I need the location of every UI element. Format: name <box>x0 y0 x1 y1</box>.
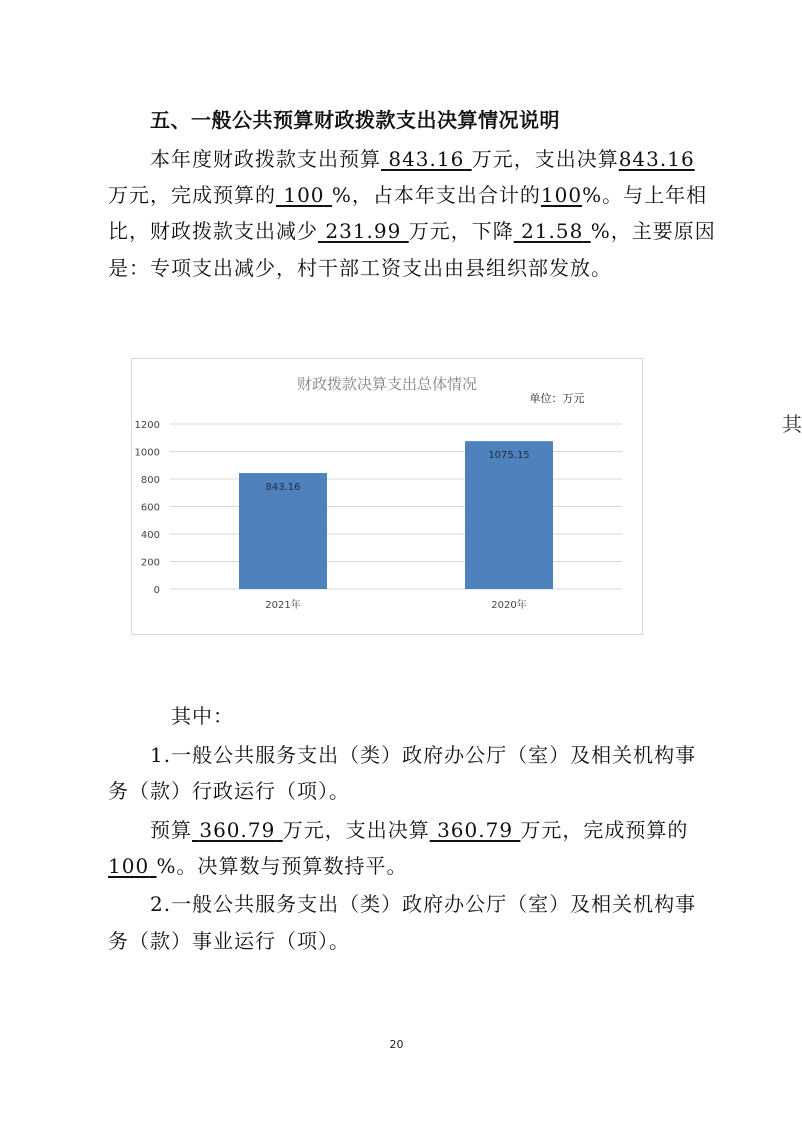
bar <box>465 441 553 589</box>
chart-gridlines <box>170 424 622 589</box>
chart-y-axis <box>135 420 160 596</box>
text: 万元，下降 <box>408 219 514 243</box>
budget-value: 843.16 <box>388 147 465 171</box>
y-tick-label: 1000 <box>134 447 160 459</box>
item1-line2: 务（款）行政运行（项）。 <box>108 779 350 803</box>
decrease-amount: 231.99 <box>325 219 402 243</box>
para1-line4: 是：专项支出减少，村干部工资支出由县组织部发放。 <box>108 256 612 280</box>
x-tick-label: 2020年 <box>491 600 527 611</box>
bar-value-label: 1075.15 <box>488 450 530 462</box>
page-number: 20 <box>389 1038 404 1051</box>
y-tick-label: 600 <box>140 502 160 514</box>
text: %，占本年支出合计的 <box>331 183 541 207</box>
x-tick-label: 2021年 <box>265 600 301 611</box>
text: 本年度财政拨款支出预算 <box>150 147 381 171</box>
text: 比，财政拨款支出减少 <box>108 219 318 243</box>
item2-line1: 2.一般公共服务支出（类）政府办公厅（室）及相关机构事 <box>150 892 697 916</box>
actual-value: 843.16 <box>618 147 695 171</box>
completion-rate: 100 <box>283 183 325 207</box>
text: %，主要原因 <box>590 219 716 243</box>
section-heading: 五、一般公共预算财政拨款支出决算情况说明 <box>150 108 560 132</box>
y-tick-label: 0 <box>153 585 160 596</box>
expenditure-bar-chart <box>131 358 643 635</box>
text: 万元，支出决算 <box>282 818 430 842</box>
y-tick-label: 800 <box>140 475 160 486</box>
chart-x-axis <box>265 598 526 611</box>
text: %。与上年相 <box>582 183 708 207</box>
para1-line2 <box>108 183 707 207</box>
chart-unit-label: 单位：万元 <box>529 392 585 405</box>
text: 万元，完成预算的 <box>108 183 276 207</box>
item1-para-line1 <box>150 818 688 842</box>
para1-line3 <box>108 219 716 243</box>
y-tick-label: 200 <box>140 557 160 569</box>
text: %。决算数与预算数持平。 <box>156 854 408 878</box>
share-rate: 100 <box>540 183 583 207</box>
margin-character: 其 <box>782 412 802 436</box>
y-tick-label: 1200 <box>134 420 160 431</box>
decrease-rate: 21.58 <box>521 219 584 243</box>
text: 万元，完成预算的 <box>520 818 689 842</box>
chart-bars <box>239 441 553 589</box>
item1-actual: 360.79 <box>437 818 514 842</box>
item2-line2: 务（款）事业运行（项）。 <box>108 929 350 953</box>
item1-line1: 1.一般公共服务支出（类）政府办公厅（室）及相关机构事 <box>150 743 697 767</box>
y-tick-label: 400 <box>140 530 160 541</box>
chart-title: 财政拨款决算支出总体情况 <box>296 375 478 393</box>
qizhong-label: 其中： <box>171 704 234 728</box>
item1-rate: 100 <box>108 854 150 878</box>
item1-budget: 360.79 <box>199 818 276 842</box>
bar-value-label: 843.16 <box>265 482 301 494</box>
text: 万元，支出决算 <box>471 147 619 171</box>
chart-canvas <box>132 359 642 634</box>
item1-para-line2 <box>108 854 408 878</box>
para1-line1 <box>150 147 695 171</box>
text: 预算 <box>150 818 192 842</box>
